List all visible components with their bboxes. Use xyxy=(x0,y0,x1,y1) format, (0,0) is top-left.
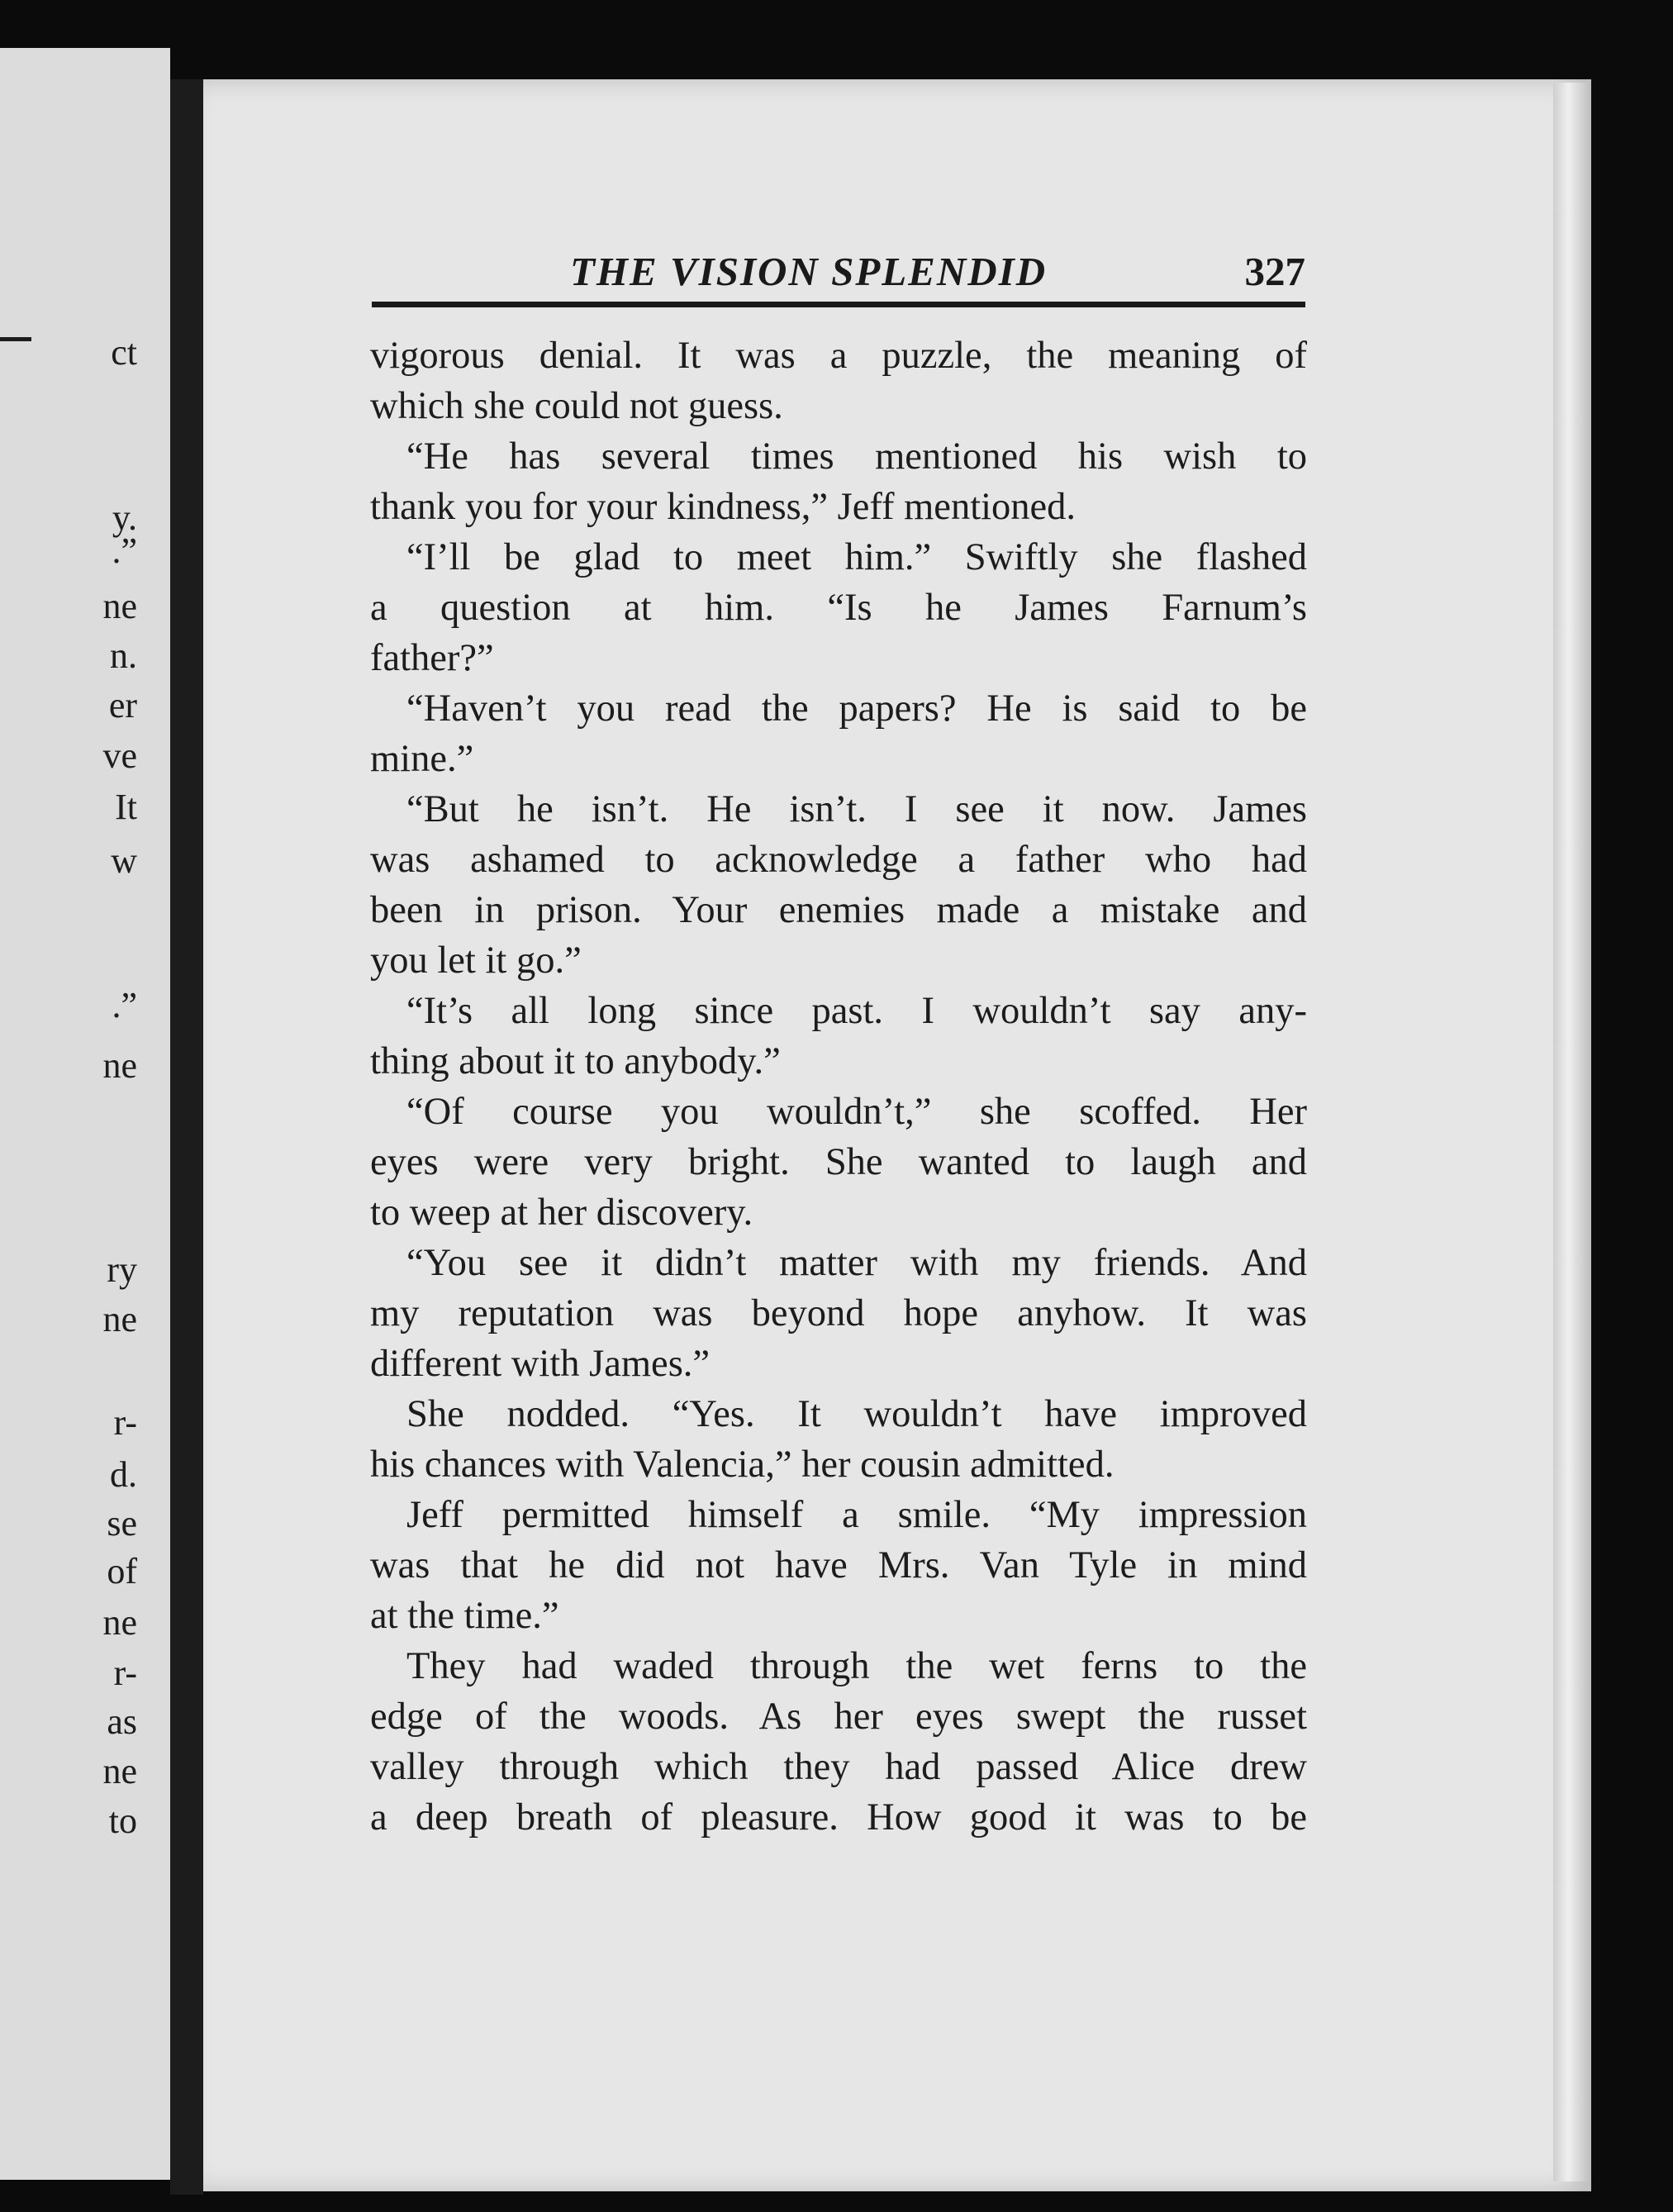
text-line: a question at him. “Is he James Farnum’s xyxy=(370,587,1307,629)
text-line: was that he did not have Mrs. Van Tyle in mind xyxy=(370,1544,1307,1586)
text-line: valley through which they had passed Alice drew xyxy=(370,1746,1307,1788)
text-line: edge of the woods. As her eyes swept the russet xyxy=(370,1696,1307,1738)
book-gutter xyxy=(170,79,203,2195)
left-page-fragment: er xyxy=(108,685,137,725)
text-line: She nodded. “Yes. It wouldn’t have improved xyxy=(406,1393,1307,1435)
left-page-fragment: w xyxy=(111,840,137,881)
left-page-fragment: se xyxy=(107,1503,137,1544)
text-line: you let it go.” xyxy=(370,940,582,982)
text-line: They had waded through the wet ferns to the xyxy=(406,1645,1307,1687)
left-page-fragment: as xyxy=(107,1701,137,1742)
body-text xyxy=(370,331,1307,1843)
text-line: “You see it didn’t matter with my friends. And xyxy=(406,1242,1307,1284)
left-page-fragment: ve xyxy=(102,735,137,776)
text-line: “It’s all long since past. I wouldn’t say any- xyxy=(406,990,1307,1032)
left-page-fragment: y. xyxy=(112,497,137,538)
page-number: 327 xyxy=(1244,249,1305,294)
left-page-fragment: ct xyxy=(111,332,137,373)
text-line: “But he isn’t. He isn’t. I see it now. James xyxy=(406,788,1307,830)
running-title: THE VISION SPLENDID xyxy=(570,249,1048,294)
text-line: thank you for your kindness,” Jeff mentioned. xyxy=(370,486,1077,528)
left-page-fragment: ne xyxy=(102,1602,137,1643)
page-edge xyxy=(1553,83,1591,2181)
left-page-fragment: r- xyxy=(113,1402,137,1443)
text-line: “He has several times mentioned his wish to xyxy=(406,435,1307,478)
text-line: vigorous denial. It was a puzzle, the meaning of xyxy=(370,335,1307,377)
left-page-fragment: .” xyxy=(112,985,137,1025)
text-line: Jeff permitted himself a smile. “My impression xyxy=(406,1494,1307,1536)
left-page-fragment: ne xyxy=(102,1045,137,1086)
text-line: my reputation was beyond hope anyhow. It was xyxy=(370,1292,1307,1334)
text-line: been in prison. Your enemies made a mistake and xyxy=(370,889,1307,931)
left-page-fragment: ne xyxy=(102,586,137,626)
header-rule xyxy=(372,302,1305,307)
text-line: different with James.” xyxy=(370,1343,711,1385)
text-line: thing about it to anybody.” xyxy=(370,1040,781,1082)
left-page-fragment: n. xyxy=(110,635,137,676)
text-line: “I’ll be glad to meet him.” Swiftly she flashed xyxy=(406,536,1307,578)
text-line: a deep breath of pleasure. How good it was to be xyxy=(370,1796,1307,1839)
text-line: father?” xyxy=(370,637,494,679)
text-line: to weep at her discovery. xyxy=(370,1192,753,1234)
text-line: eyes were very bright. She wanted to laugh and xyxy=(370,1141,1307,1183)
left-page-rule xyxy=(0,337,31,341)
left-facing-page xyxy=(0,48,170,2180)
left-page-fragment: ne xyxy=(102,1751,137,1791)
left-page-fragment: d. xyxy=(110,1454,137,1495)
left-page-fragment: .” xyxy=(112,530,137,571)
text-line: “Haven’t you read the papers? He is said to be xyxy=(406,687,1307,730)
text-line: mine.” xyxy=(370,738,474,780)
left-page-fragment: ne xyxy=(102,1299,137,1339)
left-page-fragment: r- xyxy=(113,1653,137,1693)
left-page-fragment: It xyxy=(115,787,137,827)
text-line: “Of course you wouldn’t,” she scoffed. Her xyxy=(406,1091,1307,1133)
running-head xyxy=(372,248,1305,297)
text-line: was ashamed to acknowledge a father who had xyxy=(370,839,1307,881)
text-line: his chances with Valencia,” her cousin admitted. xyxy=(370,1444,1115,1486)
left-page-fragment: of xyxy=(107,1551,137,1591)
left-page-fragment: to xyxy=(108,1801,137,1841)
text-line: at the time.” xyxy=(370,1595,559,1637)
left-page-fragment: ry xyxy=(107,1249,137,1290)
text-line: which she could not guess. xyxy=(370,385,783,427)
